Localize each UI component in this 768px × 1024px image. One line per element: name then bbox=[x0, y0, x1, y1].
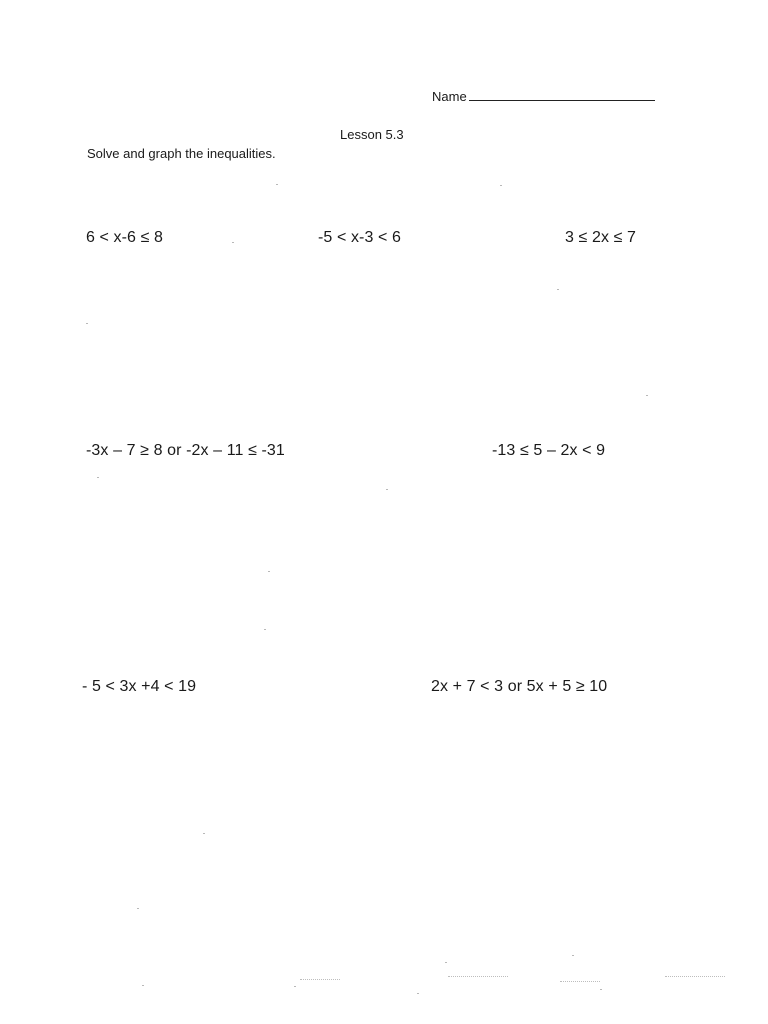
scan-speck bbox=[417, 993, 419, 994]
scan-speck bbox=[142, 985, 144, 986]
lesson-title: Lesson 5.3 bbox=[340, 127, 404, 142]
scan-speck bbox=[97, 477, 99, 478]
scan-speck bbox=[86, 323, 88, 324]
problem-6: - 5 < 3x +4 < 19 bbox=[82, 678, 197, 695]
scan-speck bbox=[572, 955, 574, 956]
scan-speck bbox=[500, 185, 502, 186]
problem-3: 3 ≤ 2x ≤ 7 bbox=[565, 229, 637, 246]
problem-1: 6 < x-6 ≤ 8 bbox=[86, 229, 164, 246]
problem-5: -13 ≤ 5 – 2x < 9 bbox=[492, 442, 606, 459]
scan-speck bbox=[276, 184, 278, 185]
scan-speck bbox=[445, 962, 447, 963]
scan-speck bbox=[386, 489, 388, 490]
scan-dotted-line bbox=[665, 976, 725, 978]
name-blank-line bbox=[469, 88, 655, 101]
scan-dotted-line bbox=[560, 981, 600, 983]
scan-speck bbox=[203, 833, 205, 834]
problem-7: 2x + 7 < 3 or 5x + 5 ≥ 10 bbox=[431, 678, 608, 695]
scan-speck bbox=[646, 395, 648, 396]
name-label: Name bbox=[432, 89, 467, 104]
problem-4: -3x – 7 ≥ 8 or -2x – 11 ≤ -31 bbox=[86, 442, 285, 459]
scan-speck bbox=[137, 908, 139, 909]
scan-speck bbox=[294, 986, 296, 987]
scan-speck bbox=[232, 242, 234, 243]
scan-speck bbox=[557, 289, 559, 290]
instructions: Solve and graph the inequalities. bbox=[87, 146, 276, 161]
scan-speck bbox=[600, 989, 602, 990]
scan-dotted-line bbox=[300, 979, 340, 981]
name-field bbox=[432, 88, 655, 104]
scan-speck bbox=[264, 629, 266, 630]
scan-speck bbox=[268, 571, 270, 572]
scan-dotted-line bbox=[448, 976, 508, 978]
problem-2: -5 < x-3 < 6 bbox=[318, 229, 402, 246]
